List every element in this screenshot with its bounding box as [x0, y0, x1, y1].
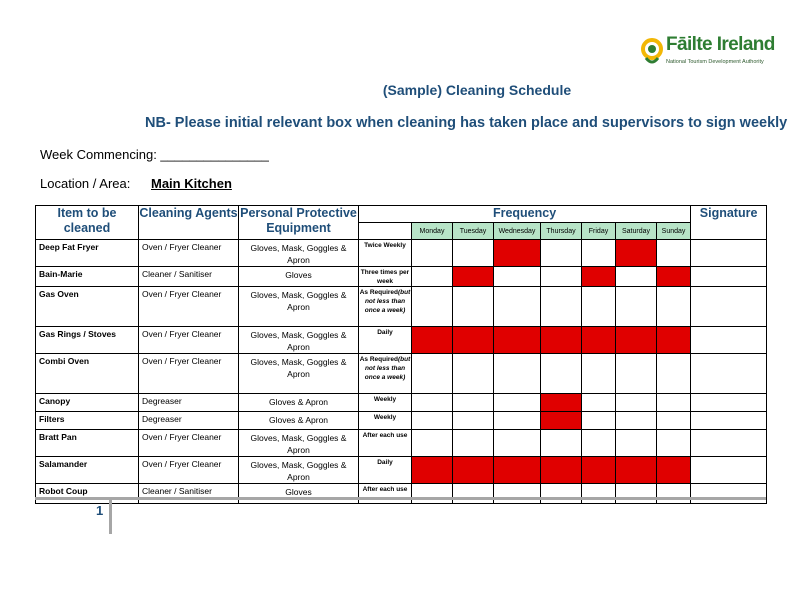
- day-cell-scheduled[interactable]: [412, 457, 453, 484]
- day-cell-scheduled[interactable]: [657, 457, 691, 484]
- frequency-note: (but not less than once a week): [364, 356, 411, 381]
- day-cell-scheduled[interactable]: [616, 457, 657, 484]
- item-cell: Gas Oven: [36, 287, 139, 327]
- frequency-cell: [359, 327, 412, 354]
- day-cell[interactable]: [412, 412, 453, 430]
- day-cell[interactable]: [412, 430, 453, 457]
- day-cell[interactable]: [453, 240, 494, 267]
- day-cell[interactable]: [412, 484, 453, 504]
- frequency-text: After each use: [362, 486, 408, 493]
- frequency-cell: [359, 412, 412, 430]
- ppe-cell: Gloves: [239, 484, 359, 504]
- table-row: [36, 412, 767, 430]
- day-cell[interactable]: [453, 394, 494, 412]
- frequency-note: (but not less than once a week): [364, 289, 411, 314]
- day-cell-scheduled[interactable]: [494, 457, 541, 484]
- ppe-cell: Gloves, Mask, Goggles & Apron: [239, 327, 359, 354]
- frequency-text: Daily: [377, 329, 393, 336]
- logo-name: Fāilte Ireland: [666, 34, 775, 55]
- ppe-cell: Gloves, Mask, Goggles & Apron: [239, 457, 359, 484]
- frequency-cell: [359, 240, 412, 267]
- week-commencing-field[interactable]: Week Commencing: _______________: [40, 147, 269, 162]
- ppe-cell: Gloves, Mask, Goggles & Apron: [239, 430, 359, 457]
- ppe-cell: Gloves & Apron: [239, 412, 359, 430]
- item-cell: Filters: [36, 412, 139, 430]
- table-row: [36, 287, 767, 327]
- frequency-text: Three times per week: [360, 269, 410, 285]
- day-cell[interactable]: [582, 354, 616, 394]
- day-cell[interactable]: [494, 394, 541, 412]
- frequency-cell: [359, 394, 412, 412]
- day-cell[interactable]: [616, 394, 657, 412]
- day-header: Monday: [412, 223, 453, 240]
- day-cell-scheduled[interactable]: [657, 327, 691, 354]
- frequency-cell: [359, 267, 412, 287]
- ppe-cell: Gloves, Mask, Goggles & Apron: [239, 240, 359, 267]
- day-cell-scheduled[interactable]: [582, 457, 616, 484]
- day-cell-scheduled[interactable]: [582, 327, 616, 354]
- signature-cell[interactable]: [691, 394, 767, 412]
- day-cell-scheduled[interactable]: [582, 267, 616, 287]
- signature-cell[interactable]: [691, 457, 767, 484]
- day-cell-scheduled[interactable]: [657, 267, 691, 287]
- item-cell: Deep Fat Fryer: [36, 240, 139, 267]
- item-cell: Robot Coup: [36, 484, 139, 504]
- day-cell-scheduled[interactable]: [616, 327, 657, 354]
- day-cell[interactable]: [541, 287, 582, 327]
- agent-cell: Oven / Fryer Cleaner: [139, 354, 239, 394]
- day-cell-scheduled[interactable]: [541, 327, 582, 354]
- signature-cell[interactable]: [691, 412, 767, 430]
- ppe-cell: Gloves, Mask, Goggles & Apron: [239, 354, 359, 394]
- day-cell[interactable]: [494, 287, 541, 327]
- failte-ireland-logo: [640, 34, 775, 74]
- item-cell: Gas Rings / Stoves: [36, 327, 139, 354]
- ppe-cell: Gloves & Apron: [239, 394, 359, 412]
- day-header: Sunday: [657, 223, 691, 240]
- frequency-text: As Required: [359, 356, 398, 363]
- table-row: [36, 484, 767, 504]
- signature-cell[interactable]: [691, 327, 767, 354]
- day-cell[interactable]: [412, 240, 453, 267]
- signature-cell[interactable]: [691, 354, 767, 394]
- header-item: Item to be cleaned: [36, 206, 139, 240]
- day-cell[interactable]: [582, 287, 616, 327]
- day-cell[interactable]: [494, 484, 541, 504]
- agent-cell: Cleaner / Sanitiser: [139, 267, 239, 287]
- page-number: 1: [96, 503, 104, 518]
- header-signature: Signature: [691, 206, 767, 240]
- day-cell[interactable]: [657, 394, 691, 412]
- day-cell[interactable]: [582, 240, 616, 267]
- day-cell[interactable]: [657, 484, 691, 504]
- agent-cell: Oven / Fryer Cleaner: [139, 287, 239, 327]
- table-row: [36, 327, 767, 354]
- ppe-cell: Gloves: [239, 267, 359, 287]
- location-label: Location / Area:: [40, 176, 131, 191]
- day-cell[interactable]: [412, 267, 453, 287]
- location-value: Main Kitchen: [151, 176, 232, 191]
- day-cell-scheduled[interactable]: [453, 327, 494, 354]
- ppe-cell: Gloves, Mask, Goggles & Apron: [239, 287, 359, 327]
- header-ppe: Personal Protective Equipment: [239, 206, 359, 240]
- day-cell[interactable]: [582, 430, 616, 457]
- day-cell[interactable]: [453, 430, 494, 457]
- day-cell[interactable]: [657, 430, 691, 457]
- instruction-note: NB- Please initial relevant box when cleaning has taken place and supervisors to sign weekly: [145, 115, 788, 131]
- agent-cell: Oven / Fryer Cleaner: [139, 430, 239, 457]
- frequency-text: After each use: [362, 432, 408, 439]
- table-row: [36, 240, 767, 267]
- day-cell-scheduled[interactable]: [494, 240, 541, 267]
- day-cell[interactable]: [616, 412, 657, 430]
- table-row: [36, 394, 767, 412]
- day-cell[interactable]: [657, 354, 691, 394]
- day-cell[interactable]: [582, 412, 616, 430]
- item-cell: Bratt Pan: [36, 430, 139, 457]
- header-cleaning-agents: Cleaning Agents: [139, 206, 239, 240]
- item-cell: Combi Oven: [36, 354, 139, 394]
- day-cell[interactable]: [616, 430, 657, 457]
- day-cell[interactable]: [494, 430, 541, 457]
- frequency-cell: [359, 354, 412, 394]
- agent-cell: Oven / Fryer Cleaner: [139, 457, 239, 484]
- day-cell[interactable]: [616, 287, 657, 327]
- page-number-bar: [109, 500, 112, 534]
- day-cell[interactable]: [453, 412, 494, 430]
- day-cell[interactable]: [657, 287, 691, 327]
- signature-cell[interactable]: [691, 484, 767, 504]
- day-cell[interactable]: [657, 412, 691, 430]
- day-cell[interactable]: [412, 354, 453, 394]
- day-cell[interactable]: [616, 267, 657, 287]
- frequency-text: Twice Weekly: [364, 242, 406, 249]
- day-cell[interactable]: [453, 354, 494, 394]
- agent-cell: Oven / Fryer Cleaner: [139, 327, 239, 354]
- footer-divider: [35, 497, 766, 500]
- agent-cell: Degreaser: [139, 394, 239, 412]
- day-cell-scheduled[interactable]: [541, 394, 582, 412]
- frequency-text: Weekly: [373, 414, 397, 421]
- agent-cell: Oven / Fryer Cleaner: [139, 240, 239, 267]
- day-cell[interactable]: [412, 287, 453, 327]
- day-header: Thursday: [541, 223, 582, 240]
- day-cell[interactable]: [541, 354, 582, 394]
- day-cell[interactable]: [582, 394, 616, 412]
- table-row: [36, 457, 767, 484]
- day-cell[interactable]: [453, 287, 494, 327]
- header-frequency: Frequency: [359, 206, 691, 223]
- day-cell[interactable]: [494, 412, 541, 430]
- day-header: Tuesday: [453, 223, 494, 240]
- day-header: Friday: [582, 223, 616, 240]
- frequency-label-cell: [359, 223, 412, 240]
- table-row: [36, 354, 767, 394]
- day-cell[interactable]: [541, 430, 582, 457]
- day-cell-scheduled[interactable]: [616, 240, 657, 267]
- frequency-text: Weekly: [373, 396, 397, 403]
- page-title: (Sample) Cleaning Schedule: [382, 82, 572, 98]
- cleaning-schedule-table: [35, 205, 767, 504]
- agent-cell: Cleaner / Sanitiser: [139, 484, 239, 504]
- failte-ireland-emblem-icon: [640, 36, 664, 66]
- day-cell-scheduled[interactable]: [494, 327, 541, 354]
- day-cell[interactable]: [453, 484, 494, 504]
- day-cell[interactable]: [582, 484, 616, 504]
- agent-cell: Degreaser: [139, 412, 239, 430]
- item-cell: Salamander: [36, 457, 139, 484]
- table-row: [36, 430, 767, 457]
- frequency-text: Daily: [377, 459, 393, 466]
- day-header: Wednesday: [494, 223, 541, 240]
- signature-cell[interactable]: [691, 267, 767, 287]
- day-cell[interactable]: [616, 484, 657, 504]
- day-cell[interactable]: [494, 354, 541, 394]
- day-cell[interactable]: [494, 267, 541, 287]
- day-cell[interactable]: [541, 240, 582, 267]
- day-cell-scheduled[interactable]: [541, 457, 582, 484]
- day-cell-scheduled[interactable]: [453, 457, 494, 484]
- frequency-cell: [359, 457, 412, 484]
- logo-subtitle: National Tourism Development Authority: [666, 59, 764, 65]
- signature-cell[interactable]: [691, 287, 767, 327]
- day-cell[interactable]: [541, 484, 582, 504]
- day-cell-scheduled[interactable]: [541, 412, 582, 430]
- table-row: [36, 267, 767, 287]
- day-header: Saturday: [616, 223, 657, 240]
- item-cell: Bain-Marie: [36, 267, 139, 287]
- frequency-cell: [359, 287, 412, 327]
- signature-cell[interactable]: [691, 430, 767, 457]
- day-cell-scheduled[interactable]: [412, 327, 453, 354]
- frequency-cell: [359, 484, 412, 504]
- day-cell-scheduled[interactable]: [453, 267, 494, 287]
- frequency-text: As Required: [359, 289, 398, 296]
- signature-cell[interactable]: [691, 240, 767, 267]
- frequency-cell: [359, 430, 412, 457]
- item-cell: Canopy: [36, 394, 139, 412]
- day-cell[interactable]: [657, 240, 691, 267]
- day-cell[interactable]: [541, 267, 582, 287]
- day-cell[interactable]: [616, 354, 657, 394]
- day-cell[interactable]: [412, 394, 453, 412]
